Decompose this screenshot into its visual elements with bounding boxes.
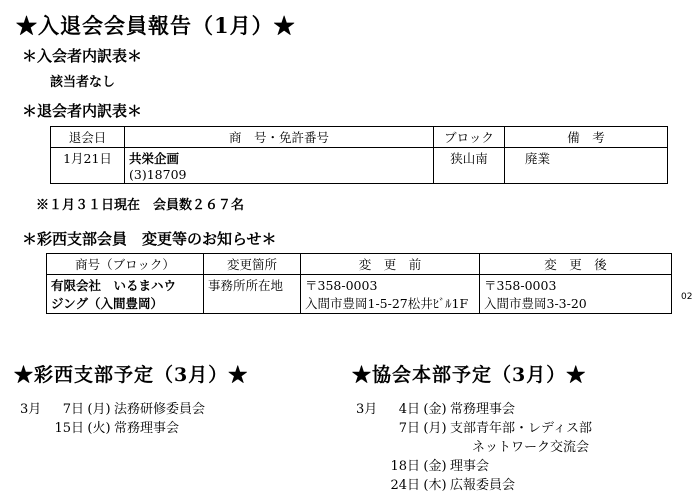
schedule-event: 常務理事会 [114,421,180,436]
list-item [20,417,205,436]
list-item [356,474,592,493]
schedule-dow [420,436,450,455]
leave-table [50,126,668,184]
leave-header-block: ブロック [434,127,505,148]
schedule-dow: (月) [423,421,447,436]
leave-date-cell: 1月21日 [51,148,125,184]
schedule-month: 3月 [20,402,42,417]
schedule-event: 広報委員会 [450,478,516,493]
leave-header-note: 備 考 [505,127,668,148]
leave-header-name: 商 号・免許番号 [125,127,434,148]
schedule-event: 支部青年部・レディス部 [450,421,592,436]
leave-name-cell [125,148,434,184]
schedule-month [20,417,48,436]
leave-heading: ＊退会者内訳表＊ [22,102,143,120]
schedule-event: 理事会 [450,459,490,474]
schedule-day: 7日 [398,421,420,436]
leave-company-name: 共栄企画 [129,151,180,166]
change-heading: ＊彩西支部会員 変更等のお知らせ＊ [22,230,277,248]
schedule-month [356,455,384,474]
change-item-cell: 事務所所在地 [204,275,301,314]
change-before-cell [301,275,480,314]
change-name-line2: ジング（入間豊岡） [51,296,163,311]
schedule-day: 7日 [62,402,84,417]
change-before-address: 入間市豊岡1-5-27松井ﾋﾞﾙ1F [305,296,469,311]
table-row [47,275,672,314]
table-row [51,148,668,184]
schedule-month: 3月 [356,402,378,417]
list-item [20,398,205,417]
schedule-month [356,474,384,493]
schedule-dow: (金) [423,459,447,474]
change-header-after: 変 更 後 [480,254,672,275]
schedule-day: 15日 [54,421,84,436]
join-none-text: 該当者なし [50,75,116,90]
schedule-event: 法務研修委員会 [114,402,206,417]
list-item [356,436,592,455]
schedule-day [384,436,420,455]
schedule-event: ネットワーク交流会 [472,440,590,455]
page-number: 02 [681,292,693,302]
branch-schedule-heading: ★彩西支部予定（3月）★ [14,364,249,386]
schedule-dow: (火) [87,421,111,436]
leave-block-cell: 狭山南 [434,148,505,184]
change-name-cell [47,275,204,314]
change-table [46,253,672,314]
leave-note-cell: 廃業 [505,148,668,184]
change-after-cell [480,275,672,314]
schedule-dow: (木) [423,478,447,493]
change-before-zip: 〒358-0003 [305,278,378,293]
member-count-text: ※１月３１日現在 会員数２６７名 [36,198,245,213]
schedule-day: 18日 [390,459,420,474]
change-name-line1: 有限会社 いるまハウ [51,278,177,293]
page-title: ★入退会会員報告（1月）★ [16,13,296,38]
change-header-item: 変更箇所 [204,254,301,275]
schedule-month [356,436,384,455]
list-item [356,398,592,417]
change-after-address: 入間市豊岡3-3-20 [484,296,587,311]
schedule-dow: (月) [87,402,111,417]
join-heading: ＊入会者内訳表＊ [22,47,143,65]
schedule-month [356,417,384,436]
branch-schedule-list [20,398,205,436]
leave-header-date: 退会日 [51,127,125,148]
change-table-header-row [47,254,672,275]
leave-table-header-row [51,127,668,148]
change-header-name: 商号（ブロック） [47,254,204,275]
hq-schedule-heading: ★協会本部予定（3月）★ [352,364,587,386]
list-item [356,455,592,474]
list-item [356,417,592,436]
schedule-day: 4日 [398,402,420,417]
change-after-zip: 〒358-0003 [484,278,557,293]
schedule-event: 常務理事会 [450,402,516,417]
schedule-dow: (金) [423,402,447,417]
hq-schedule-list [356,398,592,493]
leave-license-number: (3)18709 [129,167,187,182]
change-header-before: 変 更 前 [301,254,480,275]
schedule-day: 24日 [390,478,420,493]
